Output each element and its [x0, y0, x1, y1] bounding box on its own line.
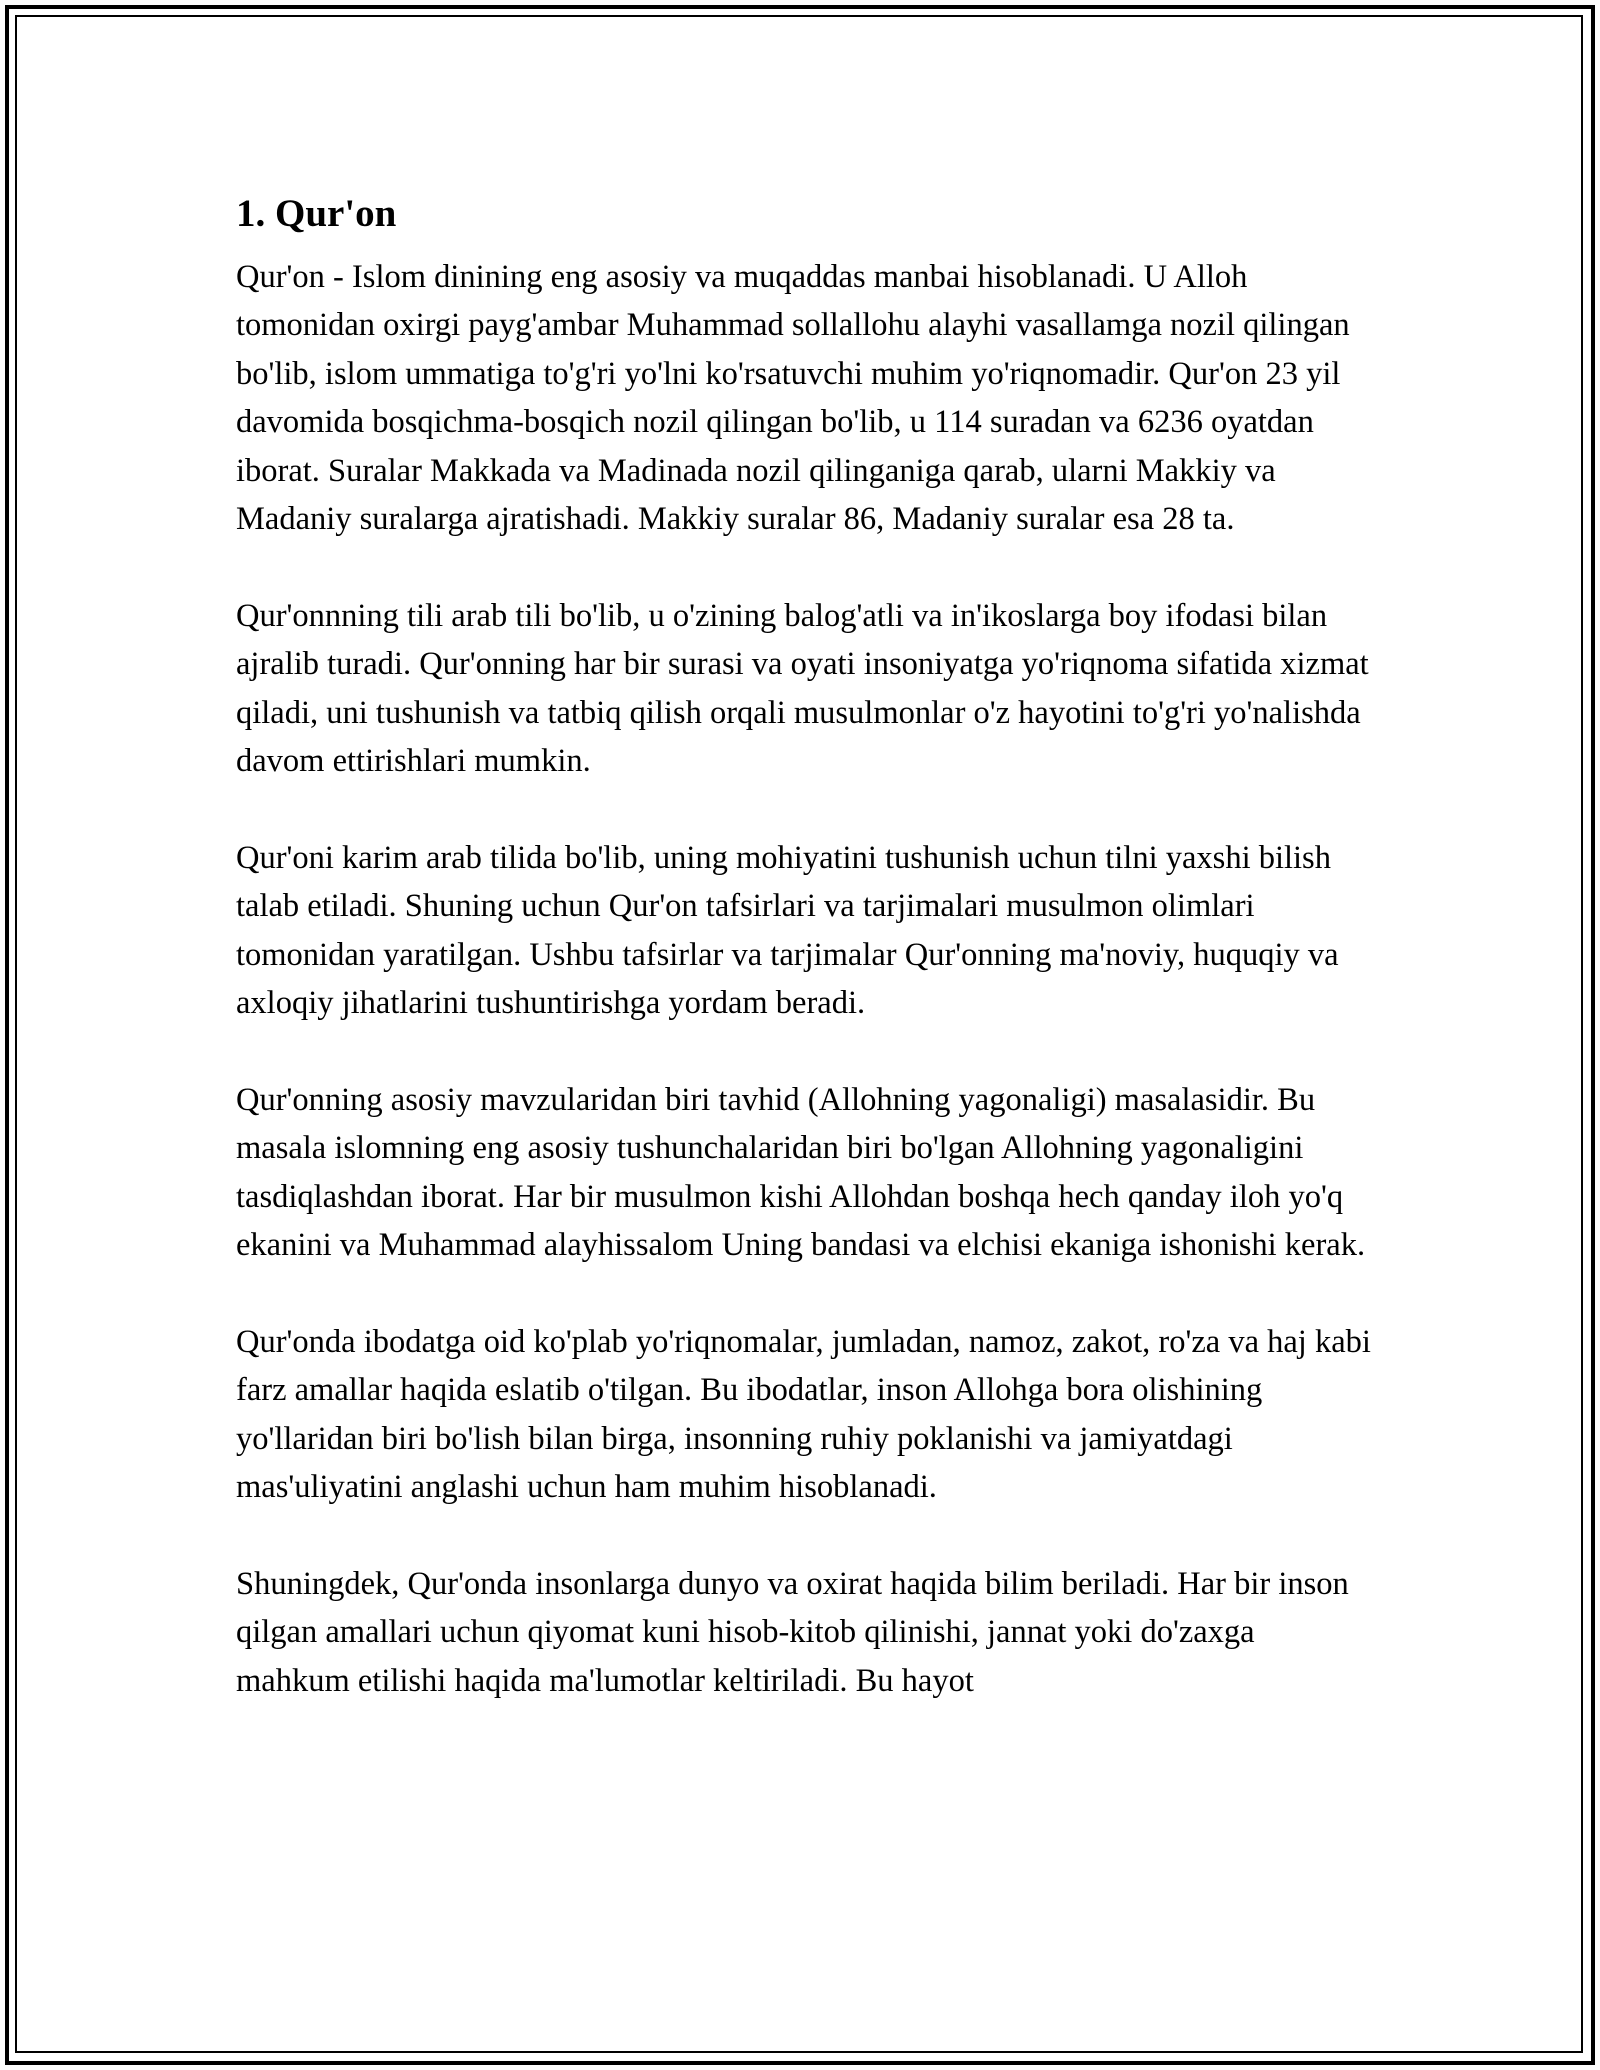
paragraph-afterlife: Shuningdek, Qur'onda insonlarga dunyo va oxirat haqida bilim beriladi. Har bir inson qilgan amallari uchun qiyomat kuni hisob-kitob qilinishi, jannat yoki do'zaxga mahkum etilishi haqida ma'lumotlar keltiriladi. Bu hayot [236, 1565, 1349, 1699]
paragraph-language: Qur'onnning tili arab tili bo'lib, u o'zining balog'atli va in'ikoslarga boy ifodasi bilan ajralib turadi. Qur'onning har bir surasi va oyati insoniyatga yo'riqnoma sifatida xizmat qiladi, uni tushunish va tatbiq qilish orqali musulmonlar o'z hayotini to'g'ri yo'nalishda davom ettirishlari mumkin. [236, 597, 1369, 780]
paragraph-worship: Qur'onda ibodatga oid ko'plab yo'riqnomalar, jumladan, namoz, zakot, ro'za va haj kabi farz amallar haqida eslatib o'tilgan. Bu ibodatlar, inson Allohga bora olishining yo'llaridan biri bo'lish bilan birga, insonning ruhiy poklanishi va jamiyatdagi mas'uliyatini anglashi uchun ham muhim hisoblanadi. [236, 1323, 1371, 1506]
paragraph-tawhid: Qur'onning asosiy mavzularidan biri tavhid (Allohning yagonaligi) masalasidir. Bu masala islomning eng asosiy tushunchalaridan biri bo'lgan Allohning yagonaligini tasdiqlashdan iborat. Har bir musulmon kishi Allohdan boshqa hech qanday iloh yo'q ekanini va Muhammad alayhissalom Uning bandasi va elchisi ekaniga ishonishi kerak. [236, 1081, 1366, 1264]
paragraph-tafsir: Qur'oni karim arab tilida bo'lib, uning mohiyatini tushunish uchun tilni yaxshi bilish talab etiladi. Shuning uchun Qur'on tafsirlari va tarjimalari musulmon olimlari tomonidan yaratilgan. Ushbu tafsirlar va tarjimalar Qur'onning ma'noviy, huquqiy va axloqiy jihatlarini tushuntirishga yordam beradi. [236, 839, 1339, 1022]
paragraph-intro: Qur'on - Islom dinining eng asosiy va muqaddas manbai hisoblanadi. U Alloh tomonidan oxirgi payg'ambar Muhammad sollallohu alayhi vasallamga nozil qilingan bo'lib, islom ummatiga to'g'ri yo'lni ko'rsatuvchi muhim yo'riqnomadir. Qur'on 23 yil davomida bosqichma-bosqich nozil qilingan bo'lib, u 114 suradan va 6236 oyatdan iborat. Suralar Makkada va Madinada nozil qilinganiga qarab, ularni Makkiy va Madaniy suralarga ajratishadi. Makkiy suralar 86, Madaniy suralar esa 28 ta. [236, 259, 1350, 538]
section-heading: 1. Qur'on [236, 192, 397, 235]
document-body [236, 183, 1376, 1705]
